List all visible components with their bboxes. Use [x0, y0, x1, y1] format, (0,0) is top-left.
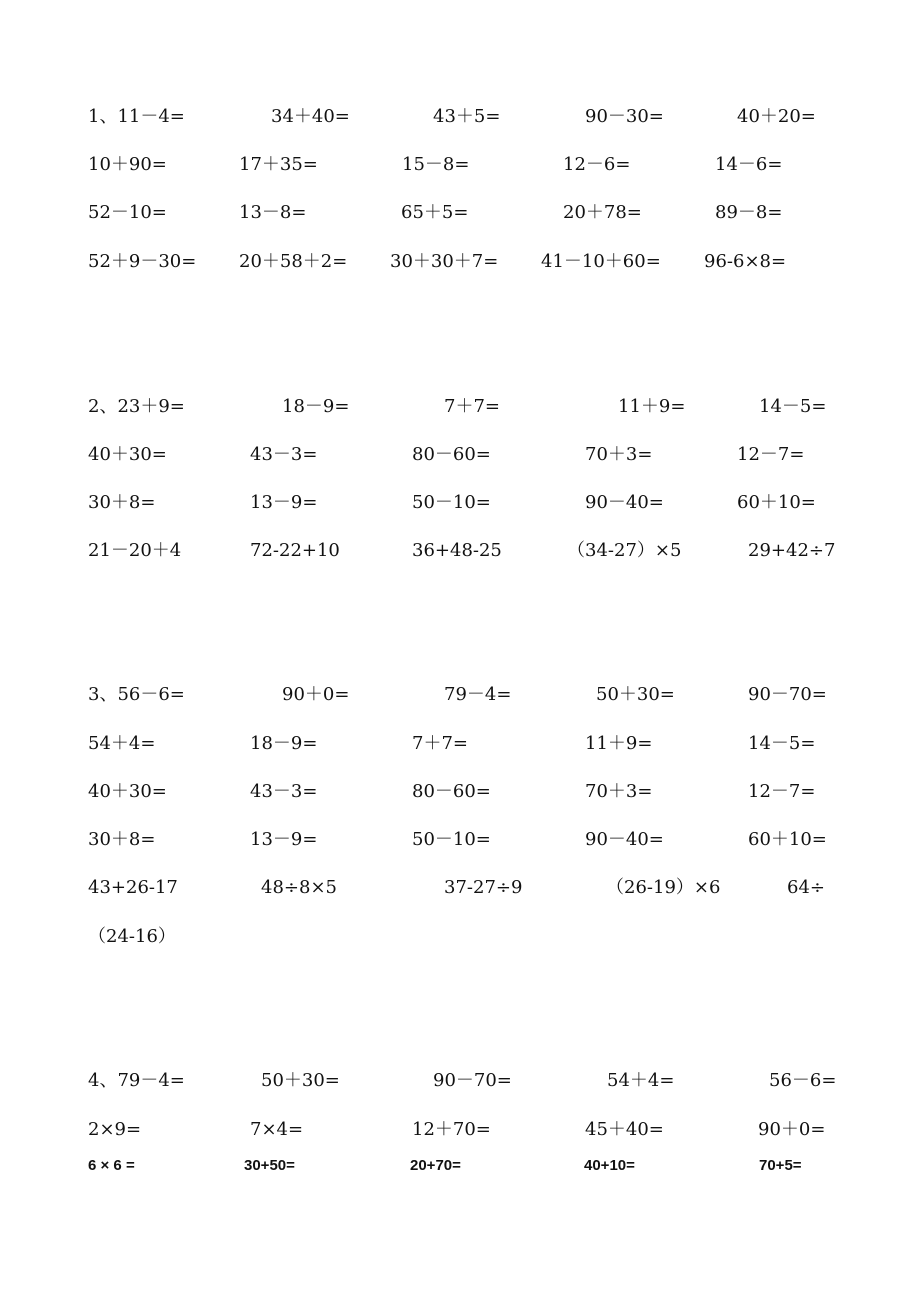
problem: （26-19）×6 [606, 877, 721, 898]
problem: 14－5= [759, 396, 827, 417]
problem: 70＋3= [585, 444, 653, 465]
problem: 30＋8= [88, 492, 156, 513]
problem: 79－4= [444, 684, 512, 705]
problem: 13－8= [239, 202, 307, 223]
problem: 30+50= [244, 1157, 295, 1174]
problem: 52＋9－30= [88, 251, 197, 272]
problem: 18－9= [282, 396, 350, 417]
problem: 90－70= [748, 684, 827, 705]
problem: 43－3= [250, 444, 318, 465]
problem: 12－6= [563, 154, 631, 175]
problem: 40+10= [584, 1157, 635, 1174]
problem: 56－6= [769, 1070, 837, 1091]
problem: 2×9= [88, 1119, 142, 1140]
problem: 14－5= [748, 733, 816, 754]
problem: 10＋90= [88, 154, 167, 175]
problem: 90－40= [585, 492, 664, 513]
problem: 48÷8×5 [261, 877, 337, 898]
problem: 50－10= [412, 492, 491, 513]
problem: 40＋30= [88, 444, 167, 465]
problem: 70+5= [759, 1157, 802, 1174]
problem: 15－8= [402, 154, 470, 175]
problem: 20＋58＋2= [239, 251, 348, 272]
problem: 50＋30= [596, 684, 675, 705]
problem: 96-6×8= [704, 251, 787, 272]
problem: 7×4= [250, 1119, 304, 1140]
problem: 90－30= [585, 106, 664, 127]
problem: 29+42÷7 [748, 540, 836, 561]
problem: 80－60= [412, 444, 491, 465]
problem: 89－8= [715, 202, 783, 223]
problem: 90＋0= [282, 684, 350, 705]
problem: 45＋40= [585, 1119, 664, 1140]
problem: 52－10= [88, 202, 167, 223]
problem: 70＋3= [585, 781, 653, 802]
problem: 43＋5= [433, 106, 501, 127]
problem: 4、79－4= [88, 1070, 185, 1091]
problem: 90－40= [585, 829, 664, 850]
problem: 20＋78= [563, 202, 642, 223]
problem: 12－7= [737, 444, 805, 465]
problem: 41－10＋60= [541, 251, 661, 272]
problem: 13－9= [250, 829, 318, 850]
problem: 40＋20= [737, 106, 816, 127]
problem: 12－7= [748, 781, 816, 802]
problem: 60＋10= [748, 829, 827, 850]
problem: 40＋30= [88, 781, 167, 802]
problem: 30＋8= [88, 829, 156, 850]
problem: 43－3= [250, 781, 318, 802]
problem: 17＋35= [239, 154, 318, 175]
problem: 36+48-25 [412, 540, 502, 561]
problem: 12＋70= [412, 1119, 491, 1140]
problem: 21－20＋4 [88, 540, 182, 561]
problem: 37-27÷9 [444, 877, 523, 898]
problem: 3、56－6= [88, 684, 185, 705]
problem: 1、11－4= [88, 106, 185, 127]
problem: 14－6= [715, 154, 783, 175]
problem: 80－60= [412, 781, 491, 802]
problem: 7＋7= [444, 396, 500, 417]
problem: 54＋4= [607, 1070, 675, 1091]
problem: 50＋30= [261, 1070, 340, 1091]
problem: 43+26-17 [88, 877, 178, 898]
problem: 6 × 6 = [88, 1157, 135, 1174]
problem: 60＋10= [737, 492, 816, 513]
problem: （34-27）×5 [567, 540, 682, 561]
problem: 20+70= [410, 1157, 461, 1174]
problem: 90－70= [433, 1070, 512, 1091]
problem: 50－10= [412, 829, 491, 850]
problem: 2、23＋9= [88, 396, 185, 417]
problem: 11＋9= [618, 396, 686, 417]
problem: 65＋5= [401, 202, 469, 223]
problem: 34＋40= [271, 106, 350, 127]
problem: 11＋9= [585, 733, 653, 754]
problem: 13－9= [250, 492, 318, 513]
problem: 54＋4= [88, 733, 156, 754]
problem: 18－9= [250, 733, 318, 754]
problem: 30＋30＋7= [390, 251, 499, 272]
problem: 72-22+10 [250, 540, 340, 561]
problem: 64÷ [787, 877, 825, 898]
problem: （24-16） [88, 926, 176, 947]
problem: 7＋7= [412, 733, 468, 754]
problem: 90＋0= [758, 1119, 826, 1140]
